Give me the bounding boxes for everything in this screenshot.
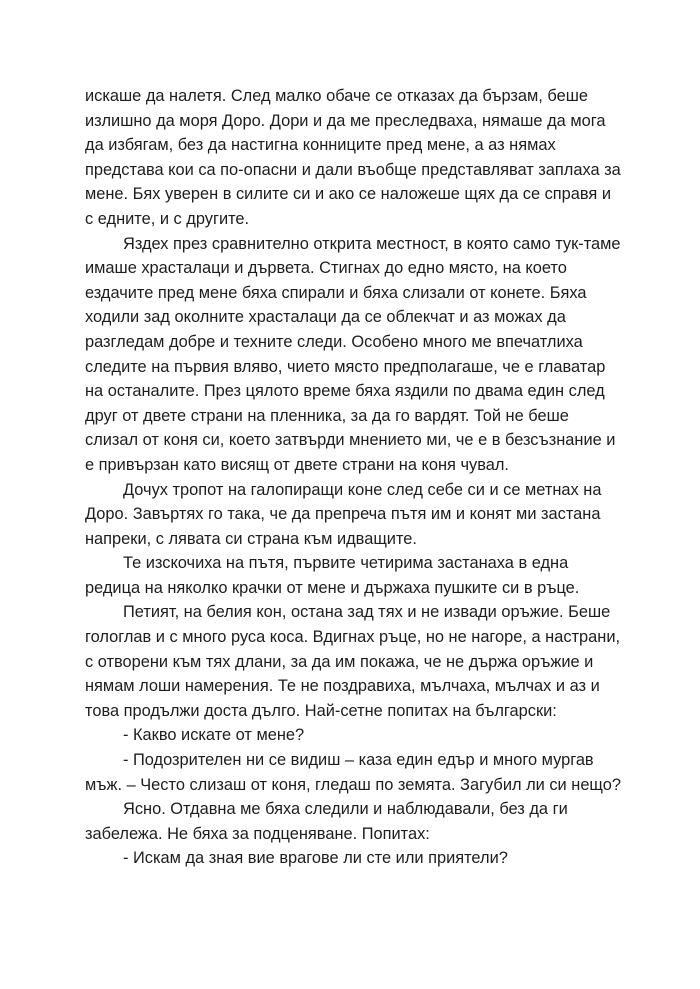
dialogue-line: - Искам да зная вие врагове ли сте или приятели? (123, 849, 508, 868)
paragraph: Ясно. Отдавна ме бяха следили и наблюдавали, без да ги забележа. Не бяха за подценяване. Попитах: (85, 800, 568, 843)
paragraph: Те изскочиха на пътя, първите четирима застанаха в една редица на няколко крачки от мене и държаха пушките си в ръце. (85, 554, 580, 597)
dialogue-line: - Подозрителен ни се видиш – каза един едър и много мургав мъж. – Често слизаш от коня, гледаш по земята. Загубил ли си нещо? (85, 751, 621, 794)
paragraph: Яздех през сравнително открита местност, в която само тук-таме имаше храсталаци и дървета. Стигнах до едно място, на което ездачите пред мене бяха спирали и бяха слизали от конете. Бяха ходили зад околните храсталаци да се облекчат и аз можах да разгледам добре и техните следи. Особено много ме впечатлиха следите на първия вляво, чието място предполагаше, че е главатар на останалите. През цялото време бяха яздили по двама един след друг от двете страни на пленника, за да го вардят. Той не беше слизал от коня си, което затвърди мнението ми, че е в безсъзнание и е привързан като висящ от двете страни на коня чувал. (85, 234, 621, 474)
paragraph: Дочух тропот на галопиращи коне след себе си и се метнах на Доро. Завъртях го така, че да препреча пътя им и конят ми застана напреки, с лявата си страна към идващите. (85, 480, 602, 548)
paragraph: искаше да налетя. След малко обаче се отказах да бързам, беше излишно да моря Доро. Дори и да ме преследваха, нямаше да мога да избягам, без да настигна конниците пред мене, а аз нямах представа кои са по-опасни и дали въобще представляват заплаха за мене. Бях уверен в силите си и ако се наложеше щях да се справя и с едните, и с другите. (85, 87, 621, 228)
dialogue-line: - Какво искате от мене? (123, 726, 305, 745)
paragraph: Петият, на белия кон, остана зад тях и не извади оръжие. Беше гологлав и с много руса коса. Вдигнах ръце, но не нагоре, а настрани, с отворени към тях длани, за да им покажа, че не държа оръжие и нямам лоши намерения. Те не поздравиха, мълчаха, мълчах и аз и това продължи доста дълго. Най-сетне попитах на български: (85, 603, 621, 720)
body-text (85, 84, 623, 871)
